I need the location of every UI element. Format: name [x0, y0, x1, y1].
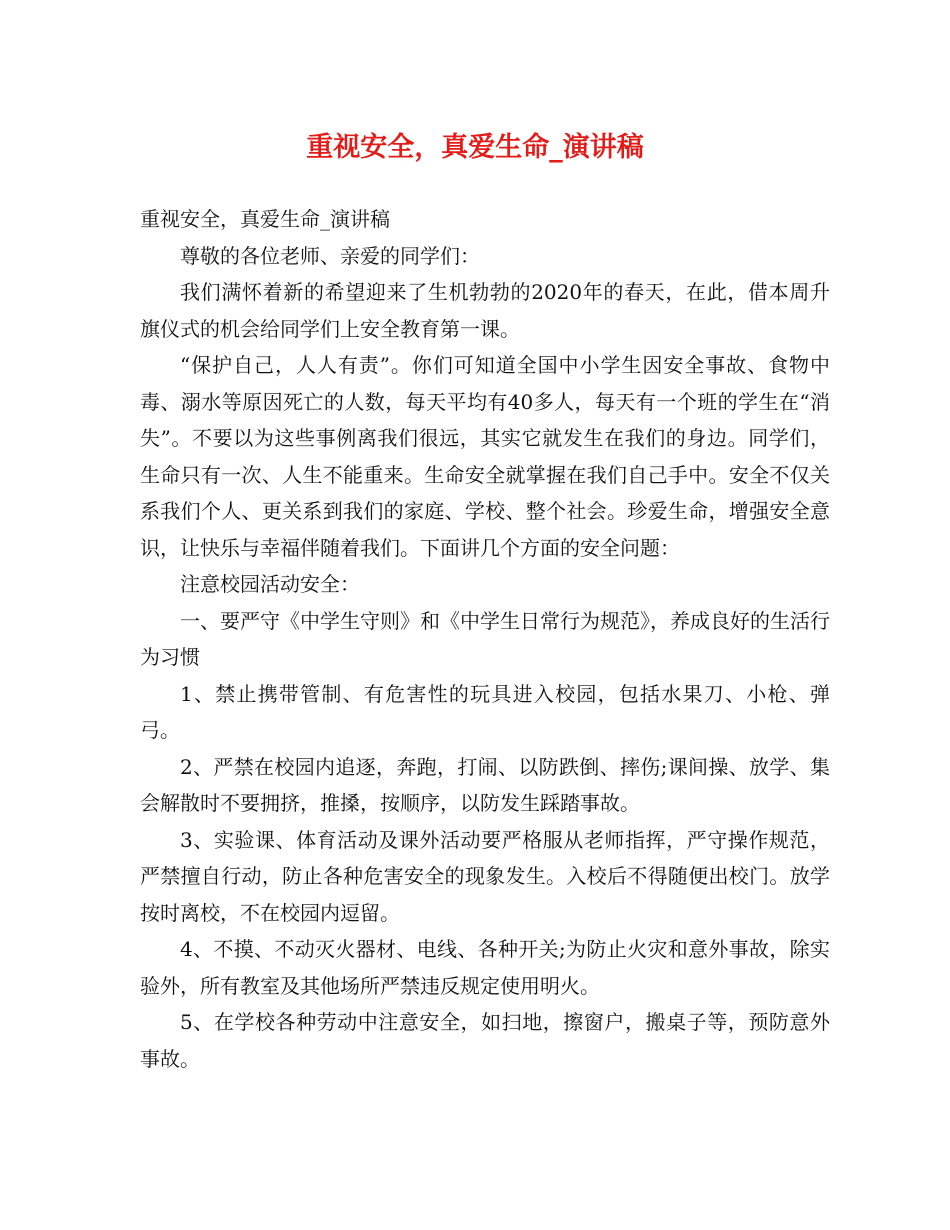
document-title: 重视安全，真爱生命_演讲稿: [306, 132, 644, 163]
paragraph-item-1: 1、禁止携带管制、有危害性的玩具进入校园，包括水果刀、小枪、弹弓。: [140, 681, 830, 742]
paragraph-rule-heading: 一、要严守《中学生守则》和《中学生日常行为规范》，养成良好的生活行为习惯: [140, 608, 830, 669]
paragraph-item-5: 5、在学校各种劳动中注意安全，如扫地，擦窗户，搬桌子等，预防意外事故。: [140, 1010, 830, 1071]
paragraph-section-heading: 注意校园活动安全：: [180, 572, 360, 596]
document-body: [140, 201, 830, 1077]
paragraph-salutation: 尊敬的各位老师、亲爱的同学们：: [180, 243, 480, 268]
paragraph-opening: 我们满怀着新的希望迎来了生机勃勃的2020年的春天，在此，借本周升旗仪式的机会给同学们上安全教育第一课。: [140, 280, 830, 341]
paragraph-item-3: 3、实验课、体育活动及课外活动要严格服从老师指挥，严守操作规范，严禁擅自行动，防止各种危害安全的现象发生。入校后不得随便出校门。放学按时离校，不在校园内逗留。: [140, 827, 830, 925]
paragraph-main: “保护自己，人人有责”。你们可知道全国中小学生因安全事故、食物中毒、溺水等原因死亡的人数，每天平均有40多人，每天有一个班的学生在“消失”。不要以为这些事例离我们很远，其实它就发生在我们的身边。同学们，生命只有一次、人生不能重来。生命安全就掌握在我们自己手中。安全不仅关系我们个人、更关系到我们的家庭、学校、整个社会。珍爱生命，增强安全意识，让快乐与幸福伴随着我们。下面讲几个方面的安全问题：: [140, 353, 830, 560]
paragraph-item-4: 4、不摸、不动灭火器材、电线、各种开关;为防止火灾和意外事故，除实验外，所有教室及其他场所严禁违反规定使用明火。: [140, 937, 830, 998]
paragraph-subtitle: 重视安全，真爱生命_演讲稿: [140, 207, 390, 231]
paragraph-item-2: 2、严禁在校园内追逐，奔跑，打闹、以防跌倒、摔伤;课间操、放学、集会解散时不要拥挤，推搡，按顺序，以防发生踩踏事故。: [140, 754, 830, 815]
